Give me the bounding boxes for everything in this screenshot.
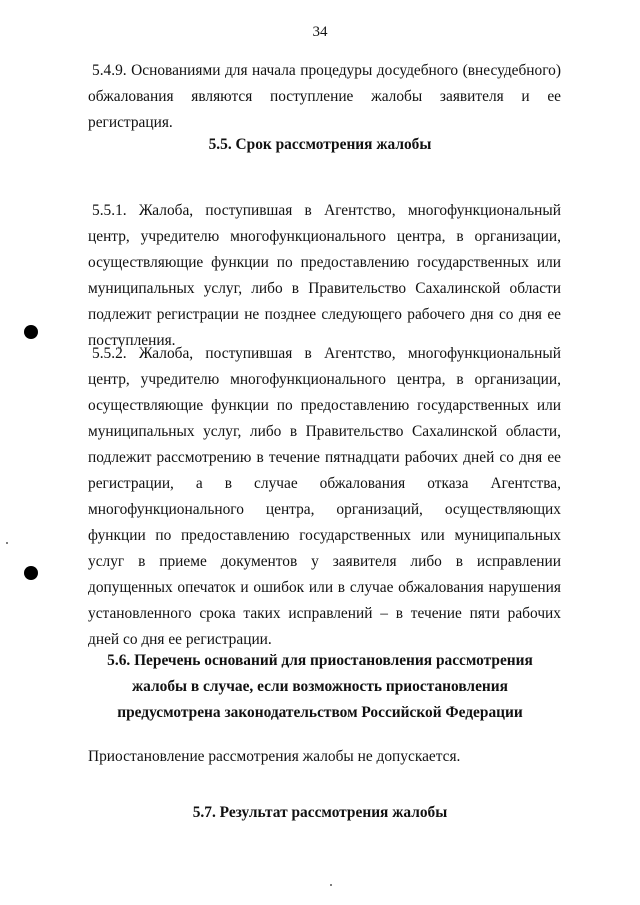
- punch-hole-mark: [24, 566, 38, 580]
- page-number: 34: [312, 24, 328, 40]
- section-heading-5-6: [60, 648, 580, 726]
- paragraph-5-5-2: 5.5.2. Жалоба, поступившая в Агентство, многофункциональный центр, учредителю многофункционального центра, в организации, осуществляющие функции по предоставлению государственных или муниципальных услуг, либо в Правительство Сахалинской области, подлежит рассмотрению в течение пятнадцати рабочих дней со дня ее регистрации, а в случае обжалования отказа Агентства, многофункционального центра, организаций, осуществляющих функции по предоставлению государственных или муниципальных услуг в приеме документов у заявителя либо в исправлении допущенных опечаток и ошибок или в случае обжалования нарушения установленного срока таких исправлений – в течение пяти рабочих дней со дня ее регистрации.: [88, 345, 561, 648]
- paragraph-5-5-1: 5.5.1. Жалоба, поступившая в Агентство, многофункциональный центр, учредителю многофункционального центра, в организации, осуществляющие функции по предоставлению государственных или муниципальных услуг, либо в Правительство Сахалинской области подлежит регистрации не позднее следующего рабочего дня со дня ее поступления.: [88, 202, 561, 349]
- heading-5-6-line-3: предусмотрена законодательством Российской Федерации: [117, 704, 523, 721]
- scan-speck: [330, 884, 332, 886]
- section-heading-5-5: 5.5. Срок рассмотрения жалобы: [208, 136, 432, 153]
- heading-5-6-line-1: 5.6. Перечень оснований для приостановления рассмотрения: [107, 652, 533, 669]
- scan-speck: [6, 542, 8, 544]
- section-heading-5-7: 5.7. Результат рассмотрения жалобы: [192, 804, 448, 821]
- punch-hole-mark: [24, 325, 38, 339]
- paragraph-5-6-body: Приостановление рассмотрения жалобы не допускается.: [88, 748, 461, 765]
- paragraph-5-4-9: 5.4.9. Основаниями для начала процедуры досудебного (внесудебного) обжалования являются поступление жалобы заявителя и ее регистрация.: [88, 62, 561, 131]
- heading-5-6-line-2: жалобы в случае, если возможность приостановления: [132, 678, 508, 695]
